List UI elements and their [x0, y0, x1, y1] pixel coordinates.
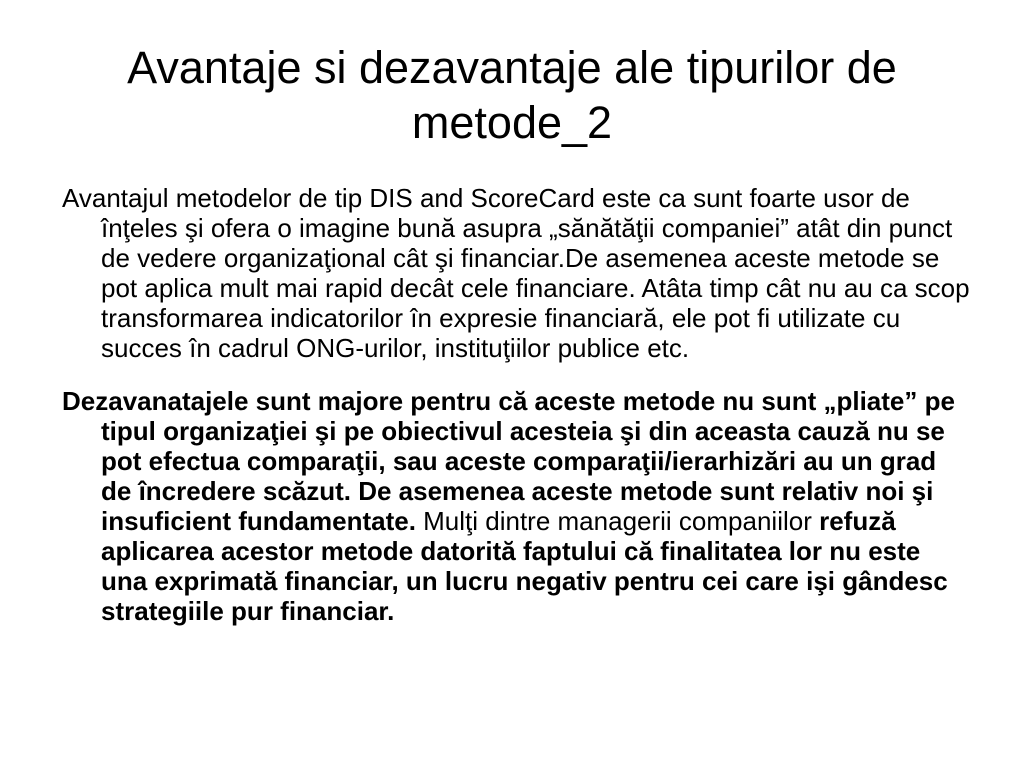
- disadvantages-text-regular: Mulţi dintre managerii companiilor: [415, 506, 820, 536]
- disadvantages-text-bold-1: Dezavanatajele sunt majore pentru că aceste metode nu sunt „pliate” pe tipul organizaţiei şi pe obiectivul acesteia şi din aceasta cauză nu se pot efectua comparaţii, sau aceste comparaţii/ierarhizări au un grad de încredere scăzut. De asemenea aceste metode sunt relativ noi şi insuficient fundamentate.: [62, 386, 955, 536]
- disadvantages-text-bold-2: refuză aplicarea acestor metode datorită faptului că finalitatea lor nu este una exprimată financiar, un lucru negativ pentru cei care işi gândesc strategiile pur financiar.: [101, 506, 948, 626]
- paragraph-advantages: Avantajul metodelor de tip DIS and ScoreCard este ca sunt foarte usor de înţeles şi ofera o imagine bună asupra „sănătăţii companiei” atât din punct de vedere organizaţional cât şi financiar.De asemenea aceste metode se pot aplica mult mai rapid decât cele financiare. Atâta timp cât nu au ca scop transformarea indicatorilor în expresie financiară, ele pot fi utilizate cu succes în cadrul ONG-urilor, instituţiilor publice etc.: [62, 183, 970, 363]
- slide-title: Avantaje si dezavantaje ale tipurilor de metode_2: [127, 42, 897, 148]
- slide-body: [62, 183, 972, 626]
- paragraph-disadvantages: [62, 386, 972, 626]
